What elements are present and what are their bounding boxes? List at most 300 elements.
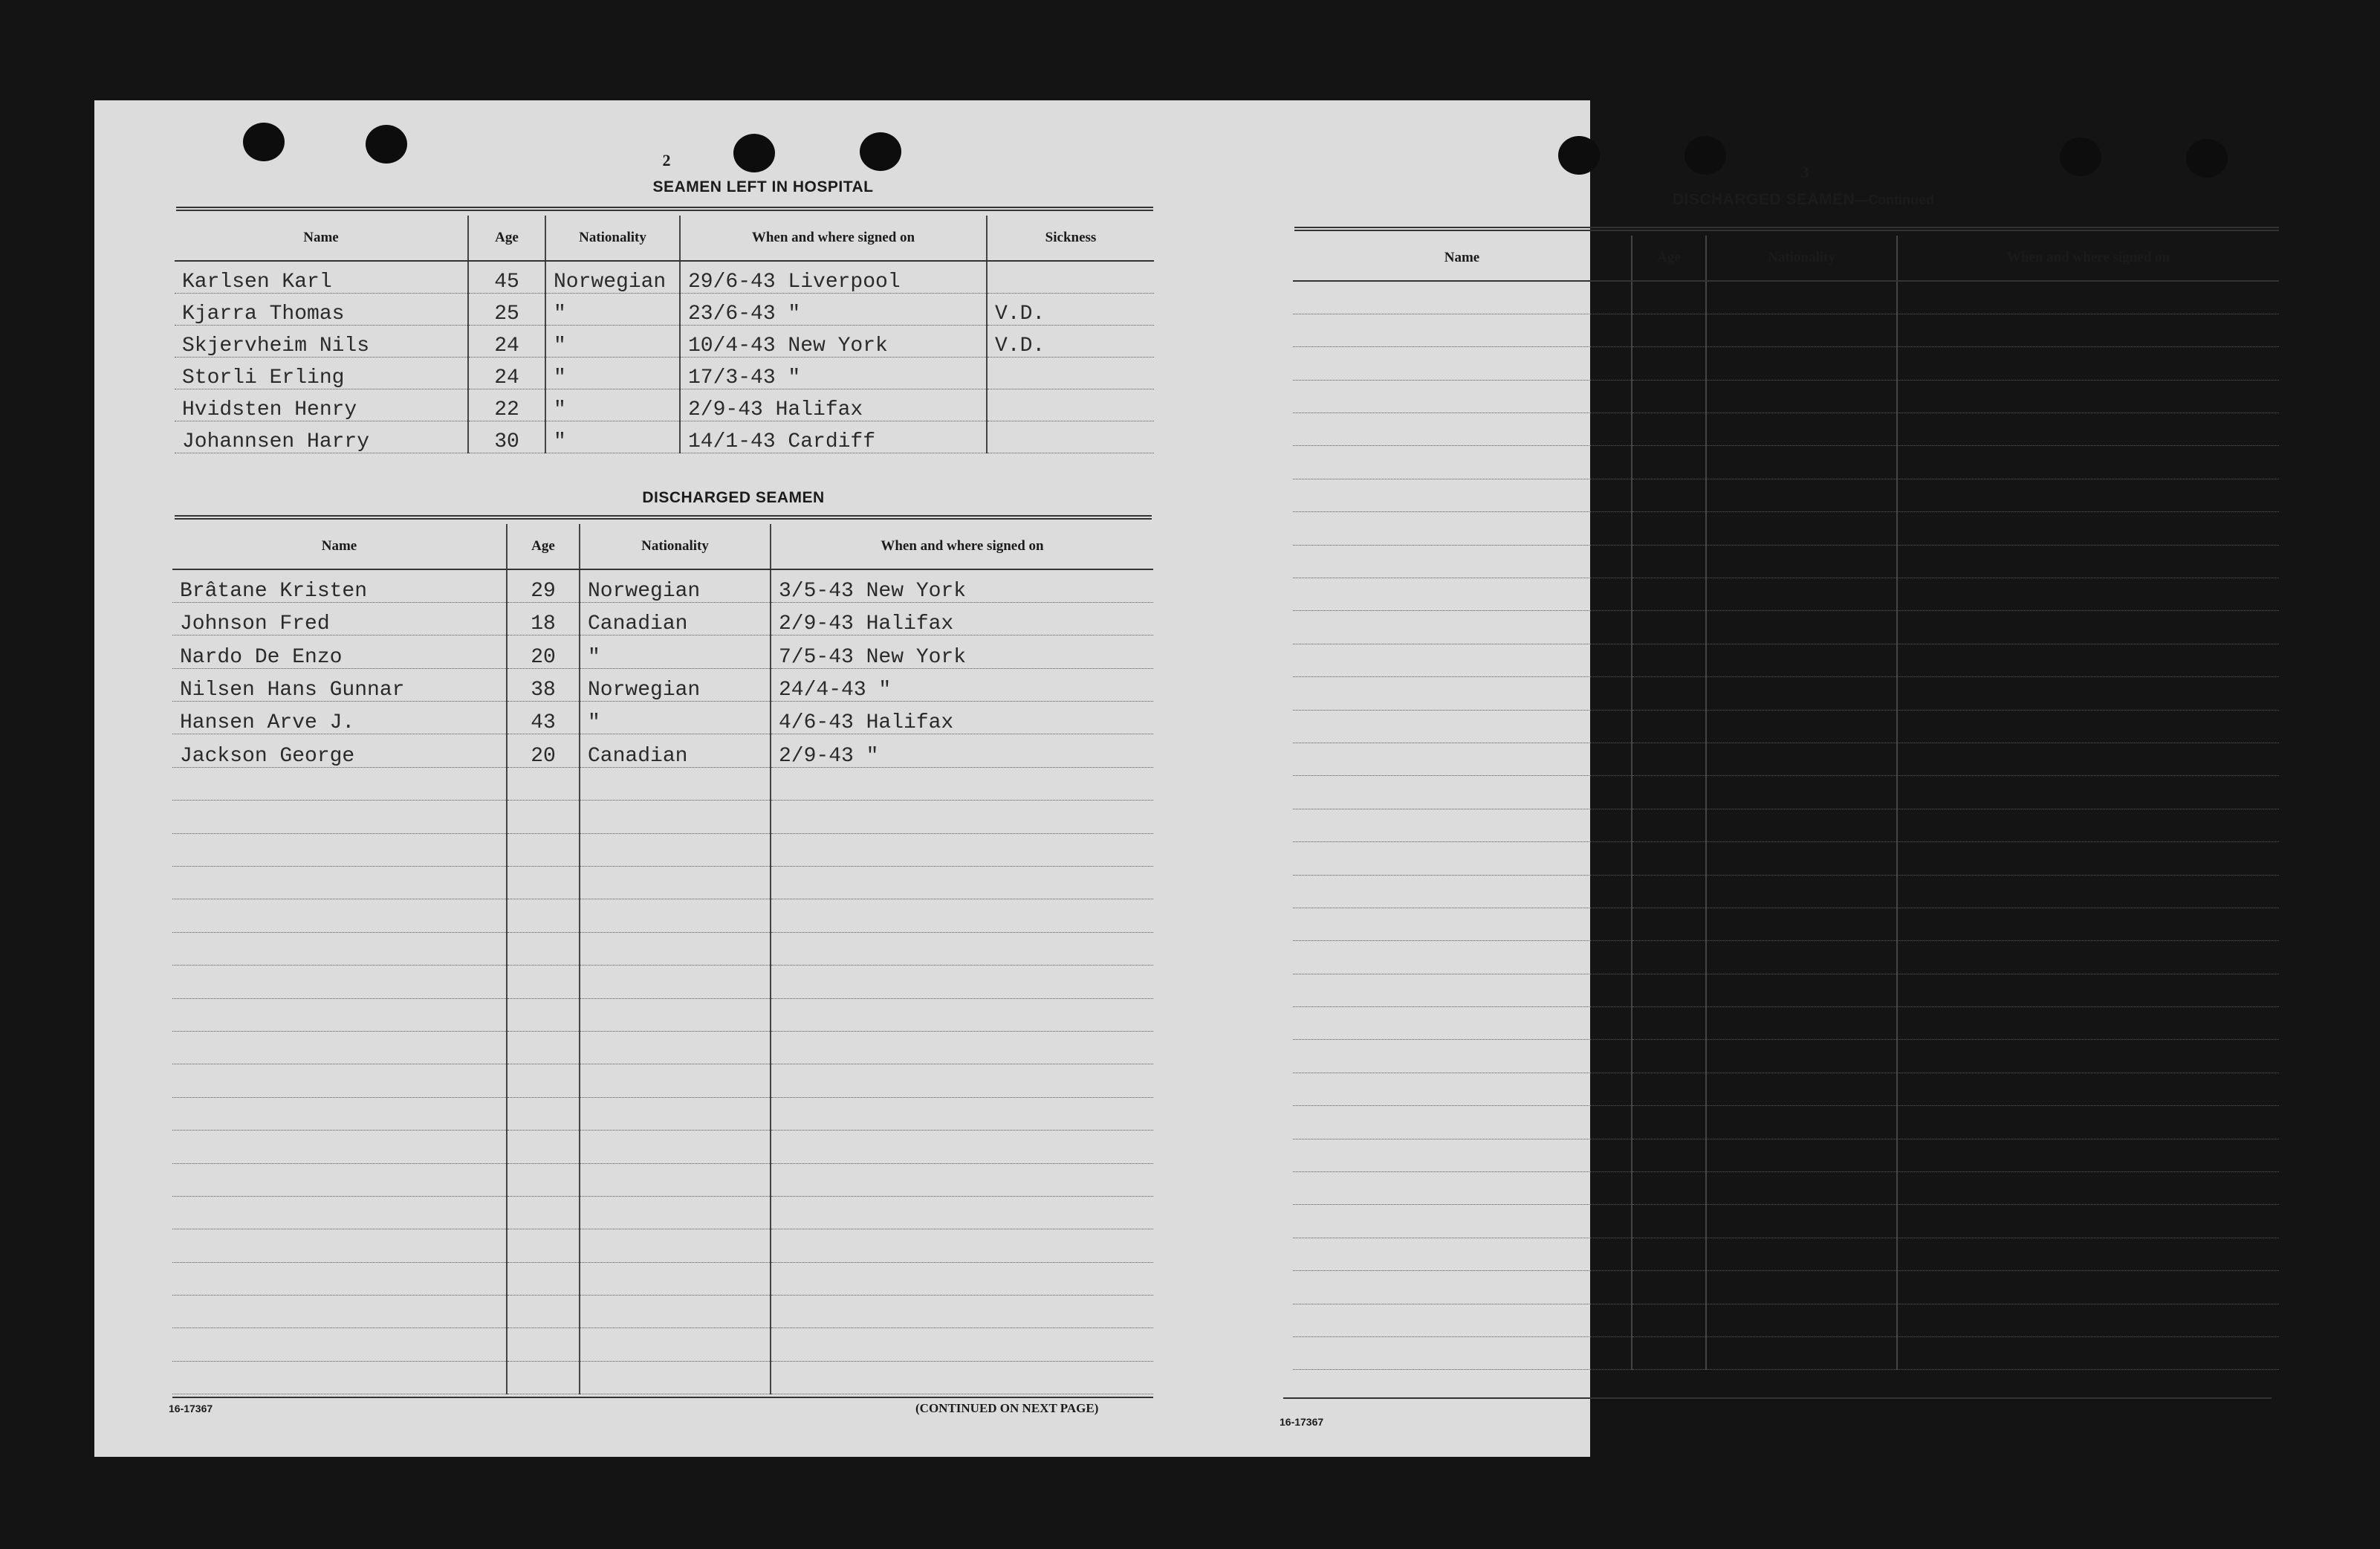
signed-on-cell bbox=[1897, 776, 2279, 809]
seaman-nationality-cell: " bbox=[545, 389, 680, 421]
seaman-nationality-cell bbox=[1706, 941, 1897, 974]
seaman-age-cell: 30 bbox=[468, 421, 545, 453]
signed-on-cell bbox=[771, 1163, 1153, 1196]
seaman-age-cell bbox=[1632, 1007, 1706, 1040]
signed-on-cell: 10/4-43 New York bbox=[680, 325, 987, 357]
seaman-age-cell bbox=[1632, 1337, 1706, 1370]
blank-row bbox=[1293, 842, 2279, 875]
seaman-name-cell bbox=[1293, 908, 1632, 940]
signed-on-cell bbox=[1897, 479, 2279, 511]
blank-row bbox=[172, 1163, 1153, 1196]
seaman-age-cell bbox=[507, 998, 580, 1031]
table-row bbox=[172, 734, 1153, 767]
seaman-name-cell bbox=[1293, 809, 1632, 841]
sickness-cell bbox=[987, 389, 1154, 421]
seaman-name-cell: Johnson Fred bbox=[172, 602, 507, 635]
signed-on-cell bbox=[771, 1031, 1153, 1064]
seaman-age-cell bbox=[1632, 347, 1706, 380]
seaman-age-cell bbox=[1632, 974, 1706, 1006]
seaman-name-cell bbox=[1293, 347, 1632, 380]
column-header: Age bbox=[1632, 236, 1706, 281]
seaman-age-cell bbox=[1632, 479, 1706, 511]
seaman-name-cell bbox=[172, 801, 507, 833]
column-header: Sickness bbox=[987, 216, 1154, 261]
seaman-nationality-cell bbox=[1706, 281, 1897, 314]
seaman-nationality-cell bbox=[580, 1229, 771, 1262]
seaman-name-cell bbox=[1293, 875, 1632, 908]
signed-on-cell bbox=[1897, 1238, 2279, 1270]
seaman-nationality-cell bbox=[1706, 1337, 1897, 1370]
signed-on-cell bbox=[771, 1361, 1153, 1394]
seaman-age-cell: 20 bbox=[507, 636, 580, 668]
blank-row bbox=[172, 1064, 1153, 1097]
continued-title-suffix: —Continued bbox=[1855, 193, 1935, 207]
sickness-cell: V.D. bbox=[987, 293, 1154, 325]
signed-on-cell bbox=[1897, 446, 2279, 479]
blank-row bbox=[1293, 743, 2279, 775]
seaman-nationality-cell: Norwegian bbox=[580, 569, 771, 602]
bottom-rule bbox=[1283, 1397, 2272, 1399]
seaman-name-cell bbox=[172, 1031, 507, 1064]
seaman-age-cell bbox=[507, 1031, 580, 1064]
seaman-age-cell bbox=[507, 1229, 580, 1262]
blank-row bbox=[172, 767, 1153, 800]
seaman-age-cell bbox=[1632, 941, 1706, 974]
seaman-name-cell bbox=[1293, 1205, 1632, 1238]
form-number: 16-17367 bbox=[169, 1403, 213, 1414]
seaman-age-cell bbox=[1632, 1304, 1706, 1336]
hospital-section-title: SEAMEN LEFT IN HOSPITAL bbox=[652, 178, 874, 195]
signed-on-cell: 24/4-43 " bbox=[771, 668, 1153, 701]
signed-on-cell: 3/5-43 New York bbox=[771, 569, 1153, 602]
seaman-nationality-cell bbox=[1706, 611, 1897, 644]
blank-row bbox=[1293, 710, 2279, 743]
seaman-name-cell: Karlsen Karl bbox=[175, 261, 468, 293]
seaman-age-cell bbox=[1632, 644, 1706, 676]
seaman-nationality-cell bbox=[1706, 809, 1897, 841]
seaman-nationality-cell bbox=[1706, 314, 1897, 346]
seaman-name-cell bbox=[1293, 1007, 1632, 1040]
signed-on-cell bbox=[771, 801, 1153, 833]
column-header: When and where signed on bbox=[771, 524, 1153, 569]
blank-row bbox=[172, 1097, 1153, 1130]
discharged-table bbox=[172, 524, 1153, 1394]
seaman-nationality-cell bbox=[1706, 974, 1897, 1006]
signed-on-cell bbox=[1897, 1172, 2279, 1205]
sickness-cell bbox=[987, 421, 1154, 453]
seaman-name-cell bbox=[1293, 1238, 1632, 1270]
seaman-name-cell bbox=[1293, 974, 1632, 1006]
seaman-age-cell bbox=[1632, 677, 1706, 710]
table-row bbox=[175, 357, 1154, 389]
seaman-age-cell: 24 bbox=[468, 357, 545, 389]
seaman-age-cell bbox=[507, 966, 580, 998]
signed-on-cell: 2/9-43 Halifax bbox=[680, 389, 987, 421]
seaman-age-cell bbox=[1632, 1139, 1706, 1171]
table-row bbox=[175, 421, 1154, 453]
signed-on-cell bbox=[771, 867, 1153, 899]
blank-row bbox=[1293, 545, 2279, 578]
seaman-name-cell bbox=[172, 1229, 507, 1262]
signed-on-cell bbox=[771, 998, 1153, 1031]
punch-hole bbox=[860, 132, 901, 171]
seaman-age-cell bbox=[507, 1163, 580, 1196]
blank-row bbox=[1293, 1073, 2279, 1105]
signed-on-cell bbox=[771, 899, 1153, 932]
seaman-age-cell bbox=[507, 801, 580, 833]
seaman-age-cell bbox=[507, 1262, 580, 1295]
seaman-age-cell bbox=[1632, 446, 1706, 479]
seaman-name-cell bbox=[1293, 479, 1632, 511]
seaman-name-cell bbox=[1293, 1271, 1632, 1304]
punch-hole bbox=[733, 134, 775, 172]
signed-on-cell bbox=[1897, 710, 2279, 743]
seaman-age-cell: 25 bbox=[468, 293, 545, 325]
seaman-nationality-cell bbox=[1706, 578, 1897, 611]
signed-on-cell bbox=[1897, 1271, 2279, 1304]
seaman-age-cell bbox=[1632, 1040, 1706, 1073]
seaman-name-cell bbox=[172, 899, 507, 932]
seaman-name-cell bbox=[172, 867, 507, 899]
seaman-nationality-cell bbox=[580, 867, 771, 899]
seaman-name-cell bbox=[172, 1163, 507, 1196]
blank-row bbox=[172, 1262, 1153, 1295]
seaman-age-cell bbox=[1632, 776, 1706, 809]
sickness-cell: V.D. bbox=[987, 325, 1154, 357]
seaman-age-cell bbox=[1632, 314, 1706, 346]
seaman-nationality-cell: Canadian bbox=[580, 734, 771, 767]
punch-hole bbox=[1685, 136, 1726, 175]
seaman-nationality-cell: " bbox=[580, 702, 771, 734]
seaman-nationality-cell bbox=[580, 998, 771, 1031]
seaman-age-cell bbox=[507, 1131, 580, 1163]
signed-on-cell bbox=[1897, 1205, 2279, 1238]
seaman-name-cell bbox=[1293, 677, 1632, 710]
seaman-nationality-cell: Norwegian bbox=[580, 668, 771, 701]
continued-table bbox=[1293, 236, 2279, 1370]
seaman-age-cell bbox=[1632, 611, 1706, 644]
seaman-age-cell bbox=[507, 767, 580, 800]
seaman-name-cell bbox=[172, 1097, 507, 1130]
blank-row bbox=[172, 1031, 1153, 1064]
blank-row bbox=[172, 833, 1153, 866]
seaman-name-cell: Jackson George bbox=[172, 734, 507, 767]
seaman-age-cell bbox=[1632, 875, 1706, 908]
signed-on-cell bbox=[771, 1328, 1153, 1361]
seaman-age-cell bbox=[507, 1097, 580, 1130]
seaman-name-cell bbox=[172, 1328, 507, 1361]
seaman-nationality-cell bbox=[580, 833, 771, 866]
table-row bbox=[172, 569, 1153, 602]
blank-row bbox=[172, 1361, 1153, 1394]
seaman-nationality-cell bbox=[580, 1163, 771, 1196]
seaman-nationality-cell: Canadian bbox=[580, 602, 771, 635]
seaman-age-cell bbox=[1632, 1172, 1706, 1205]
blank-row bbox=[1293, 314, 2279, 346]
signed-on-cell bbox=[1897, 1007, 2279, 1040]
signed-on-cell bbox=[1897, 413, 2279, 446]
blank-row bbox=[172, 1196, 1153, 1229]
seaman-nationality-cell: " bbox=[545, 421, 680, 453]
seaman-name-cell bbox=[1293, 842, 1632, 875]
seaman-nationality-cell bbox=[580, 899, 771, 932]
seaman-name-cell bbox=[172, 1262, 507, 1295]
seaman-age-cell bbox=[507, 867, 580, 899]
seaman-age-cell: 20 bbox=[507, 734, 580, 767]
ledger-sheet bbox=[94, 100, 2170, 1457]
seaman-name-cell bbox=[1293, 512, 1632, 545]
seaman-nationality-cell bbox=[580, 1131, 771, 1163]
signed-on-cell bbox=[771, 1064, 1153, 1097]
column-header: Name bbox=[175, 216, 468, 261]
column-header: Name bbox=[172, 524, 507, 569]
signed-on-cell bbox=[1897, 842, 2279, 875]
punch-hole bbox=[2186, 139, 2228, 178]
seaman-name-cell bbox=[1293, 578, 1632, 611]
signed-on-cell bbox=[1897, 1073, 2279, 1105]
seaman-age-cell bbox=[507, 1064, 580, 1097]
punch-hole bbox=[1558, 136, 1600, 175]
signed-on-cell bbox=[1897, 743, 2279, 775]
seaman-age-cell bbox=[1632, 1238, 1706, 1270]
blank-row bbox=[1293, 413, 2279, 446]
seaman-age-cell bbox=[507, 833, 580, 866]
signed-on-cell bbox=[1897, 1304, 2279, 1336]
seaman-name-cell bbox=[172, 1296, 507, 1328]
seaman-age-cell: 29 bbox=[507, 569, 580, 602]
signed-on-cell bbox=[1897, 545, 2279, 578]
table-row bbox=[175, 325, 1154, 357]
seaman-nationality-cell bbox=[580, 767, 771, 800]
signed-on-cell: 23/6-43 " bbox=[680, 293, 987, 325]
seaman-name-cell bbox=[1293, 1172, 1632, 1205]
blank-row bbox=[172, 1229, 1153, 1262]
signed-on-cell: 7/5-43 New York bbox=[771, 636, 1153, 668]
seaman-age-cell bbox=[1632, 908, 1706, 940]
seaman-age-cell bbox=[1632, 1073, 1706, 1105]
signed-on-cell bbox=[1897, 380, 2279, 413]
seaman-nationality-cell: " bbox=[545, 325, 680, 357]
seaman-nationality-cell bbox=[1706, 413, 1897, 446]
seaman-age-cell bbox=[507, 1296, 580, 1328]
seaman-nationality-cell: " bbox=[580, 636, 771, 668]
seaman-age-cell bbox=[1632, 1271, 1706, 1304]
seaman-name-cell bbox=[172, 932, 507, 965]
signed-on-cell bbox=[771, 1131, 1153, 1163]
seaman-name-cell bbox=[1293, 281, 1632, 314]
seaman-nationality-cell: Norwegian bbox=[545, 261, 680, 293]
seaman-name-cell bbox=[172, 1196, 507, 1229]
seaman-name-cell: Hvidsten Henry bbox=[175, 389, 468, 421]
seaman-name-cell bbox=[172, 1361, 507, 1394]
signed-on-cell bbox=[771, 833, 1153, 866]
seaman-name-cell: Kjarra Thomas bbox=[175, 293, 468, 325]
signed-on-cell bbox=[1897, 281, 2279, 314]
blank-row bbox=[1293, 1106, 2279, 1139]
signed-on-cell bbox=[1897, 875, 2279, 908]
seaman-age-cell bbox=[1632, 809, 1706, 841]
column-header: When and where signed on bbox=[680, 216, 987, 261]
column-header: Age bbox=[507, 524, 580, 569]
seaman-name-cell bbox=[1293, 743, 1632, 775]
seaman-age-cell bbox=[507, 932, 580, 965]
blank-row bbox=[172, 1296, 1153, 1328]
seaman-nationality-cell bbox=[1706, 545, 1897, 578]
seaman-name-cell bbox=[172, 998, 507, 1031]
continued-title-text: DISCHARGED SEAMEN bbox=[1672, 191, 1855, 208]
seaman-name-cell: Skjervheim Nils bbox=[175, 325, 468, 357]
blank-row bbox=[1293, 776, 2279, 809]
signed-on-cell bbox=[771, 966, 1153, 998]
column-header: Nationality bbox=[545, 216, 680, 261]
signed-on-cell bbox=[771, 767, 1153, 800]
blank-row bbox=[1293, 809, 2279, 841]
seaman-name-cell bbox=[1293, 1139, 1632, 1171]
seaman-nationality-cell bbox=[580, 801, 771, 833]
signed-on-cell: 2/9-43 Halifax bbox=[771, 602, 1153, 635]
seaman-name-cell: Storli Erling bbox=[175, 357, 468, 389]
seaman-name-cell bbox=[1293, 1337, 1632, 1370]
column-header: Age bbox=[468, 216, 545, 261]
seaman-name-cell bbox=[1293, 380, 1632, 413]
seaman-age-cell bbox=[1632, 281, 1706, 314]
signed-on-cell bbox=[771, 1296, 1153, 1328]
seaman-nationality-cell bbox=[1706, 1073, 1897, 1105]
signed-on-cell: 4/6-43 Halifax bbox=[771, 702, 1153, 734]
signed-on-cell: 29/6-43 Liverpool bbox=[680, 261, 987, 293]
seaman-nationality-cell bbox=[1706, 908, 1897, 940]
seaman-nationality-cell bbox=[580, 1064, 771, 1097]
seaman-nationality-cell bbox=[580, 1328, 771, 1361]
column-header: Name bbox=[1293, 236, 1632, 281]
blank-row bbox=[172, 899, 1153, 932]
seaman-nationality-cell: " bbox=[545, 293, 680, 325]
seaman-name-cell: Nardo De Enzo bbox=[172, 636, 507, 668]
seaman-age-cell bbox=[1632, 413, 1706, 446]
seaman-nationality-cell bbox=[1706, 1304, 1897, 1336]
signed-on-cell bbox=[1897, 677, 2279, 710]
seaman-nationality-cell bbox=[1706, 1172, 1897, 1205]
signed-on-cell bbox=[1897, 347, 2279, 380]
title-rule bbox=[1294, 227, 2279, 231]
seaman-name-cell bbox=[1293, 545, 1632, 578]
table-row bbox=[175, 261, 1154, 293]
seaman-name-cell bbox=[172, 1131, 507, 1163]
seaman-nationality-cell bbox=[1706, 1205, 1897, 1238]
blank-row bbox=[172, 932, 1153, 965]
blank-row bbox=[1293, 875, 2279, 908]
seaman-nationality-cell bbox=[580, 1262, 771, 1295]
blank-row bbox=[1293, 1007, 2279, 1040]
seaman-nationality-cell bbox=[1706, 1271, 1897, 1304]
signed-on-cell bbox=[1897, 908, 2279, 940]
blank-row bbox=[1293, 347, 2279, 380]
seaman-nationality-cell bbox=[1706, 875, 1897, 908]
seaman-nationality-cell bbox=[1706, 776, 1897, 809]
seaman-nationality-cell bbox=[1706, 677, 1897, 710]
blank-row bbox=[1293, 512, 2279, 545]
blank-row bbox=[1293, 578, 2279, 611]
title-rule bbox=[176, 207, 1153, 211]
seaman-name-cell bbox=[1293, 446, 1632, 479]
punch-hole bbox=[2060, 138, 2101, 176]
seaman-nationality-cell bbox=[1706, 743, 1897, 775]
seaman-age-cell bbox=[1632, 1205, 1706, 1238]
seaman-age-cell: 24 bbox=[468, 325, 545, 357]
blank-row bbox=[172, 867, 1153, 899]
table-row bbox=[175, 389, 1154, 421]
blank-row bbox=[1293, 1238, 2279, 1270]
table-row bbox=[175, 293, 1154, 325]
seaman-age-cell bbox=[1632, 842, 1706, 875]
seaman-nationality-cell bbox=[580, 932, 771, 965]
seaman-age-cell: 18 bbox=[507, 602, 580, 635]
punch-hole bbox=[243, 123, 285, 161]
blank-row bbox=[1293, 644, 2279, 676]
table-row bbox=[172, 702, 1153, 734]
seaman-nationality-cell bbox=[1706, 512, 1897, 545]
signed-on-cell bbox=[1897, 578, 2279, 611]
seaman-age-cell bbox=[1632, 710, 1706, 743]
seaman-age-cell bbox=[1632, 545, 1706, 578]
seaman-nationality-cell bbox=[580, 1361, 771, 1394]
continued-section-title bbox=[1558, 191, 2049, 209]
blank-row bbox=[172, 998, 1153, 1031]
seaman-name-cell: Johannsen Harry bbox=[175, 421, 468, 453]
blank-row bbox=[1293, 1337, 2279, 1370]
blank-row bbox=[1293, 281, 2279, 314]
seaman-age-cell: 38 bbox=[507, 668, 580, 701]
seaman-name-cell bbox=[172, 833, 507, 866]
signed-on-cell bbox=[1897, 1106, 2279, 1139]
signed-on-cell bbox=[1897, 941, 2279, 974]
blank-row bbox=[1293, 908, 2279, 940]
blank-row bbox=[1293, 677, 2279, 710]
seaman-nationality-cell bbox=[1706, 347, 1897, 380]
seaman-nationality-cell bbox=[1706, 710, 1897, 743]
seaman-nationality-cell bbox=[1706, 446, 1897, 479]
seaman-nationality-cell bbox=[1706, 479, 1897, 511]
seaman-name-cell bbox=[1293, 644, 1632, 676]
seaman-age-cell bbox=[507, 1361, 580, 1394]
seaman-name-cell bbox=[172, 966, 507, 998]
seaman-nationality-cell bbox=[580, 1196, 771, 1229]
seaman-name-cell bbox=[1293, 1073, 1632, 1105]
form-number: 16-17367 bbox=[1280, 1416, 1324, 1428]
table-row bbox=[172, 602, 1153, 635]
blank-row bbox=[1293, 1205, 2279, 1238]
seaman-age-cell bbox=[1632, 512, 1706, 545]
seaman-age-cell bbox=[1632, 380, 1706, 413]
blank-row bbox=[172, 1131, 1153, 1163]
blank-row bbox=[1293, 974, 2279, 1006]
seaman-nationality-cell bbox=[580, 1031, 771, 1064]
seaman-age-cell: 45 bbox=[468, 261, 545, 293]
seaman-nationality-cell bbox=[580, 1296, 771, 1328]
seaman-age-cell bbox=[507, 1196, 580, 1229]
seaman-name-cell bbox=[1293, 413, 1632, 446]
seaman-name-cell: Nilsen Hans Gunnar bbox=[172, 668, 507, 701]
signed-on-cell bbox=[771, 1196, 1153, 1229]
seaman-nationality-cell bbox=[580, 1097, 771, 1130]
page-number: 2 bbox=[662, 151, 671, 169]
signed-on-cell bbox=[1897, 809, 2279, 841]
table-row bbox=[172, 668, 1153, 701]
blank-row bbox=[1293, 446, 2279, 479]
page-number: 3 bbox=[1800, 163, 1809, 181]
blank-row bbox=[1293, 1040, 2279, 1073]
signed-on-cell bbox=[771, 1262, 1153, 1295]
